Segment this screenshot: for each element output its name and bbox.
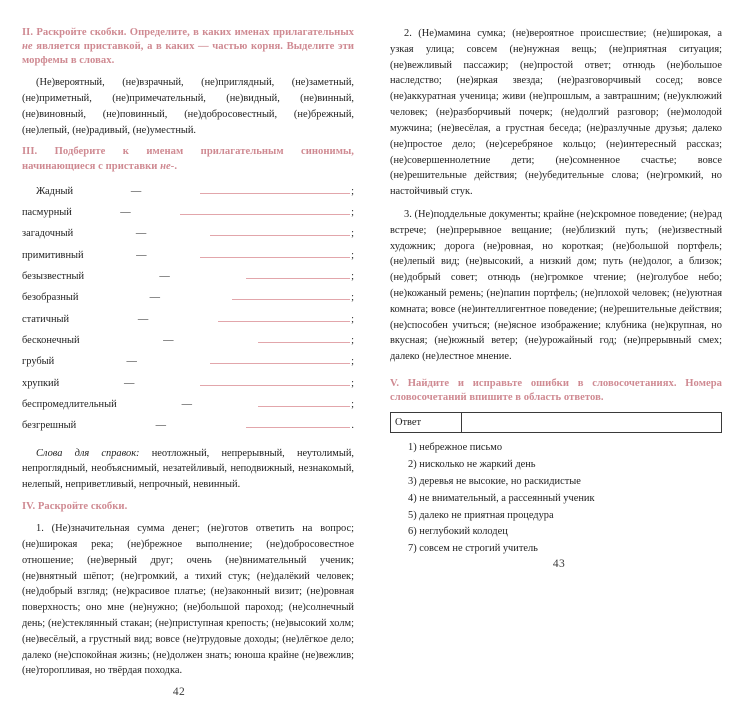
synonym-answer-blank[interactable] <box>258 332 350 343</box>
synonym-separator: ; <box>351 185 354 197</box>
section-heading-2-italic: не <box>22 41 33 53</box>
section-2-body: (Не)вероятный, (не)взрачный, (не)приглядный, (не)заметный, (не)приметный, (не)примечательный, (не)видный, (не)винный, (не)виновный, (не)повинный, (не)добросовестный, (не)брежный, (не)лепый, (не)радивый, (не)уместный. <box>22 77 354 136</box>
synonym-separator: ; <box>351 398 354 410</box>
phrase-list-item: 5) далеко не приятная процедура <box>408 509 554 521</box>
synonym-separator: . <box>351 420 354 432</box>
phrase-list-item: 2) нисколько не жаркий день <box>408 459 536 471</box>
answer-table-row <box>391 413 722 433</box>
section-heading-2-part1: II. Раскройте скобки. Определите, в каких именах прилагательных <box>22 27 354 38</box>
section-4-item-2: 2. (Не)мамина сумка; (не)вероятное происшествие; (не)широкая, а узкая улица; совсем (не)нужная вещь; (не)приятная ситуация; (не)вежливый пассажир; (не)простой ответ; отнюдь (не)большое наследство; (не)яркая звезда; (не)разговорчивый сосед; вовсе (не)аккуратная ученица; живи (не)прошлым, а завтрашним; (не)уклюжий человек; (не)разборчивый почерк; (не)долгий разговор; (не)молодой мужчина; (не)весёлая, а грустная беседа; (не)разлучные друзья; далеко (не)простое дело; (не)серебряное кольцо; (не)интересный рассказ; (не)совершеннолетние дети; (не)сомненное счастье; вовсе (не)решительные действия; (не)убедительные слова; (не)громкий, но настойчивый стук. <box>390 28 722 198</box>
synonym-dash: — <box>69 313 218 325</box>
synonym-separator: ; <box>351 249 354 261</box>
synonym-dash: — <box>54 356 210 368</box>
synonym-answer-blank[interactable] <box>246 268 350 279</box>
synonym-prompt-word: пасмурный <box>22 206 72 218</box>
phrase-list-item: 4) не внимательный, а рассеянный ученик <box>408 492 595 504</box>
section-heading-3-part2: . <box>174 160 178 172</box>
synonym-prompt-word: загадочный <box>22 228 74 240</box>
reference-words-label: Слова для справок: <box>36 447 140 459</box>
section-heading-3-part1: III. Подберите к именам прилагательным синонимы, начинающиеся с приставки <box>22 146 354 172</box>
reference-words-list: неотложный, непрерывный, неутолимый, непроглядный, необъяснимый, незатейливый, неподвижный, незнакомый, нелепый, неприветливый, непрочный, невинный. <box>22 447 354 491</box>
page-number-right: 43 <box>552 558 566 571</box>
phrase-list-item: 1) небрежное письмо <box>408 442 503 454</box>
section-4-item-1: 1. (Не)значительная сумма денег; (не)готов ответить на вопрос; (не)широкая река; (не)брежное выполнение; (не)добросовестное отношение; (не)верный друг; очень (не)внимательный ученик; (не)внятный шёпот; (не)громкий, а тихий стук; (не)далёкий человек; (не)добрый взгляд; (не)красивое платье; (не)законный визит; (не)ровная поверхность; оно мне (не)нужно; (не)большой пароход; (не)солнечный день; (не)стеклянный стакан; (не)приступная крепость; (не)высокий холм; (не)весёлый, а грустный вид; вовсе (не)трудовые доходы; (не)лёгкое дело; далеко (не)спокойная жизнь; (не)должен знать; юноша крайне (не)вежлив; (не)торопливая, но твёрдая походка. <box>22 523 354 677</box>
synonym-answer-blank[interactable] <box>232 290 350 301</box>
synonym-answer-blank[interactable] <box>210 226 350 237</box>
page-left <box>0 0 372 699</box>
answer-label-cell: Ответ <box>391 413 462 433</box>
synonym-dash: — <box>78 292 232 304</box>
page-right <box>372 0 744 571</box>
page-left-body <box>22 26 354 686</box>
phrase-list <box>390 440 722 558</box>
synonym-answer-blank[interactable] <box>246 418 350 429</box>
phrase-list-item: 6) неглубокий колодец <box>408 526 508 538</box>
synonym-answer-blank[interactable] <box>200 247 350 258</box>
synonym-dash: — <box>59 377 200 389</box>
page-right-body <box>390 26 722 558</box>
synonym-separator: ; <box>351 206 354 218</box>
phrase-list-item: 7) совсем не строгий учитель <box>408 543 538 555</box>
section-heading-2-part2: является приставкой, а в каких — частью корня. Выделите эти морфемы в словах. <box>22 41 354 67</box>
synonym-prompt-word: беспромедлительный <box>22 398 117 410</box>
section-heading-4: IV. Раскройте скобки. <box>22 501 128 513</box>
synonym-separator: ; <box>351 334 354 346</box>
synonym-prompt-word: Жадный <box>36 185 74 197</box>
synonym-prompt-word: безызвестный <box>22 270 85 282</box>
synonym-dash: — <box>79 334 258 346</box>
synonym-answer-blank[interactable] <box>218 311 350 322</box>
synonym-separator: ; <box>351 292 354 304</box>
synonym-dash: — <box>73 228 210 240</box>
section-heading-2 <box>22 26 354 68</box>
synonym-dash: — <box>71 206 180 218</box>
answer-value-cell[interactable] <box>462 413 722 433</box>
answer-table[interactable] <box>390 412 722 433</box>
synonym-prompt-word: примитивный <box>22 249 84 261</box>
synonym-fill-in-exercise[interactable] <box>22 181 354 437</box>
synonym-answer-blank[interactable] <box>200 375 350 386</box>
synonym-dash: — <box>73 185 200 197</box>
synonym-answer-blank[interactable] <box>210 354 350 365</box>
synonym-dash: — <box>76 420 246 432</box>
synonym-prompt-word: грубый <box>22 356 55 368</box>
page-number-left: 42 <box>172 686 186 699</box>
synonym-prompt-word: бесконечный <box>22 334 80 346</box>
synonym-answer-blank[interactable] <box>200 183 350 194</box>
synonym-dash: — <box>83 249 200 261</box>
synonym-answer-blank[interactable] <box>258 396 350 407</box>
synonym-prompt-word: безобразный <box>22 292 79 304</box>
section-heading-5: V. Найдите и исправьте ошибки в словосочетаниях. Номера словосочетаний впишите в область ответов. <box>390 378 722 404</box>
synonym-separator: ; <box>351 356 354 368</box>
synonym-prompt-word: безгрешный <box>22 420 77 432</box>
synonym-dash: — <box>116 398 258 410</box>
synonym-prompt-word: хрупкий <box>22 377 60 389</box>
synonym-dash: — <box>84 270 246 282</box>
phrase-list-item: 3) деревья не высокие, но раскидистые <box>408 475 581 487</box>
section-heading-3 <box>22 145 354 173</box>
synonym-separator: ; <box>351 228 354 240</box>
reference-words <box>22 446 354 493</box>
synonym-answer-blank[interactable] <box>180 204 350 215</box>
synonym-separator: ; <box>351 270 354 282</box>
synonym-separator: ; <box>351 313 354 325</box>
section-heading-3-italic: не- <box>160 160 175 172</box>
section-4-item-3: 3. (Не)поддельные документы; крайне (не)скромное поведение; (не)рад встрече; (не)прерывное вещание; (не)близкий путь; (не)известный художник; дорога (не)ровная, но короткая; (не)большой портфель; (не)лепый вид; (не)высокий, а низкий дом; путь (не)долог, а близок; (не)добрый совет; отнюдь (не)громкое чтение; (не)голубое небо; (не)кожаный ремень; (не)папин портфель; (не)плохой человек; (не)уютная комната; вовсе (не)интеллигентное поведение; (не)решительные действия; (не)способен учиться; (не)ясное изображение; клубника (не)крупная, но вкусная; (не)южный ветер; (не)урожайный год; (не)прерывный смех; далеко (не)лестное мнение. <box>390 208 722 363</box>
synonym-prompt-word: статичный <box>22 313 70 325</box>
synonym-separator: ; <box>351 377 354 389</box>
